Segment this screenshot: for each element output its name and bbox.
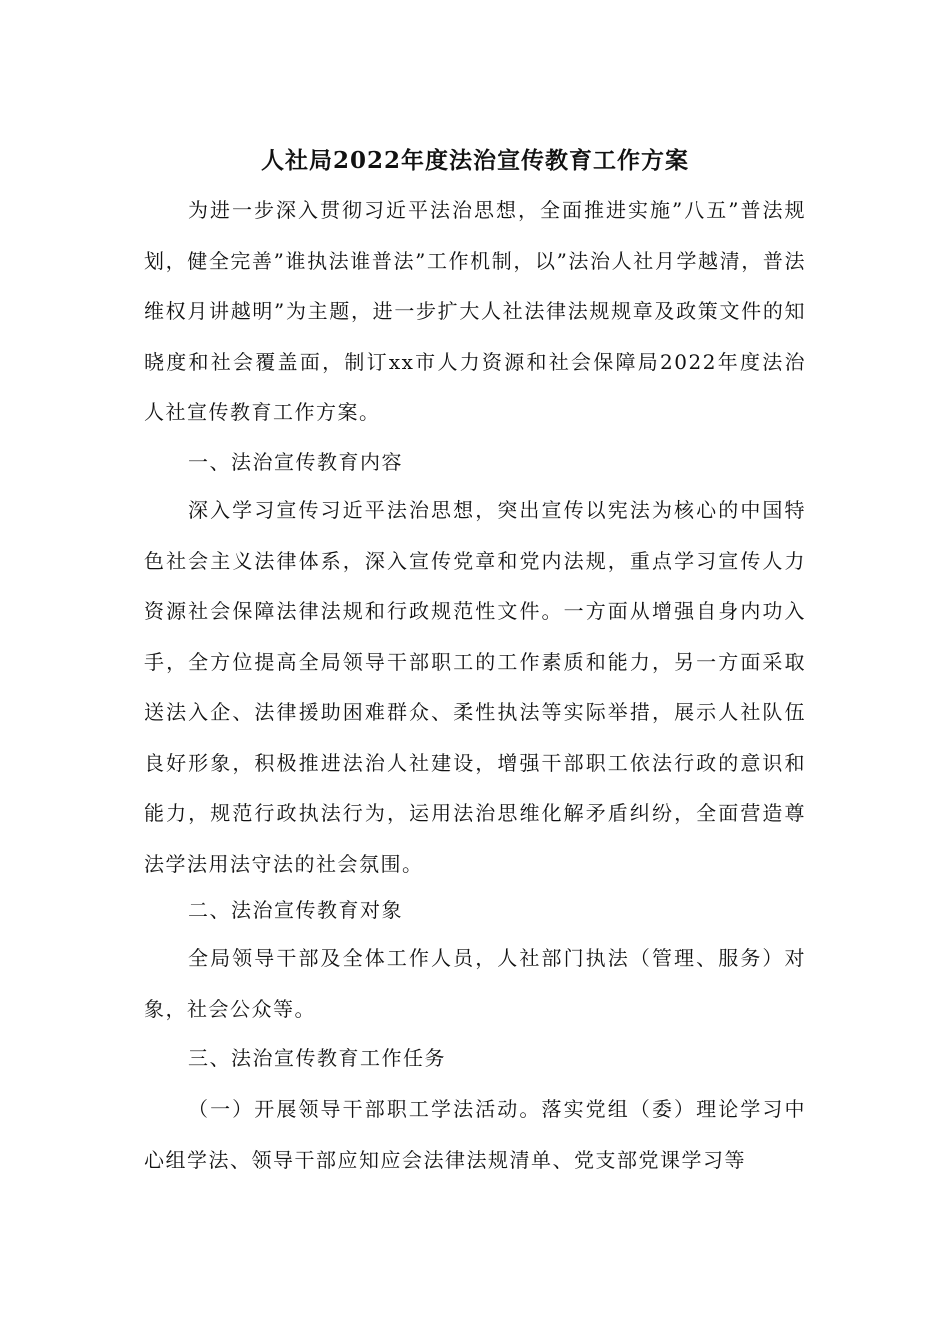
section-2-heading: 二、法治宣传教育对象 bbox=[188, 898, 403, 922]
intro-paragraph: 为进一步深入贯彻习近平法治思想，全面推进实施”八五”普法规划，健全完善”谁执法谁普法”工作机制，以”法治人社月学越清，普法维权月讲越明”为主题，进一步扩大人社法律法规规章及政策文件的知晓度和社会覆盖面，制订xx市人力资源和社会保障局2022年度法治人社宣传教育工作方案。 bbox=[144, 198, 806, 424]
section-3-heading: 三、法治宣传教育工作任务 bbox=[188, 1046, 446, 1070]
section-1-heading: 一、法治宣传教育内容 bbox=[188, 450, 403, 474]
document-title: 人社局2022年度法治宣传教育工作方案 bbox=[260, 147, 689, 174]
section-2-body: 全局领导干部及全体工作人员，人社部门执法（管理、服务）对象，社会公众等。 bbox=[144, 946, 806, 1021]
section-1-body: 深入学习宣传习近平法治思想，突出宣传以宪法为核心的中国特色社会主义法律体系，深入宣传党章和党内法规，重点学习宣传人力资源社会保障法律法规和行政规范性文件。一方面从增强自身内功入手，全方位提高全局领导干部职工的工作素质和能力，另一方面采取送法入企、法律援助困难群众、柔性执法等实际举措，展示人社队伍良好形象，积极推进法治人社建设，增强干部职工依法行政的意识和能力，规范行政执法行为，运用法治思维化解矛盾纠纷，全面营造尊法学法用法守法的社会氛围。 bbox=[144, 498, 806, 876]
section-3-body: （一）开展领导干部职工学法活动。落实党组（委）理论学习中心组学法、领导干部应知应会法律法规清单、党支部党课学习等 bbox=[144, 1097, 806, 1172]
